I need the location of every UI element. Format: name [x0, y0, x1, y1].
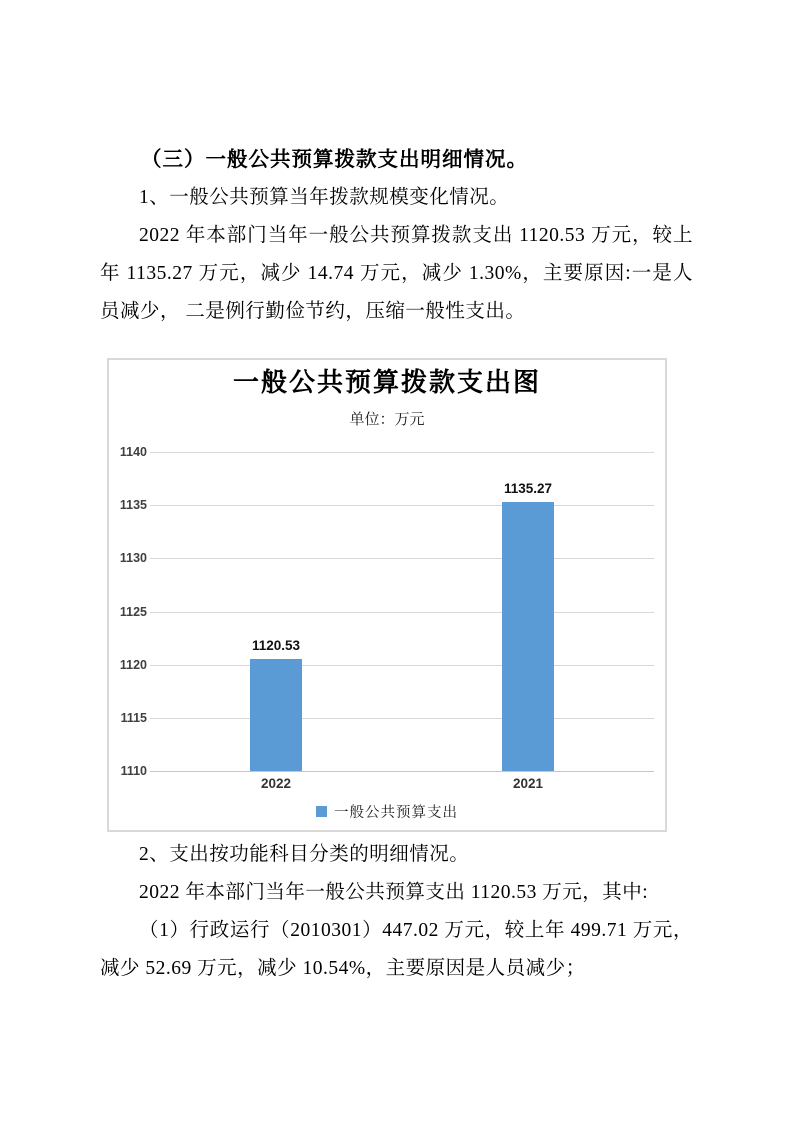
- paragraph-funding-change: 2022 年本部门当年一般公共预算拨款支出 1120.53 万元，较上年 1135.27 万元，减少 14.74 万元，减少 1.30%，主要原因:一是人员减少， 二是例行勤俭节约，压缩一般性支出。: [100, 225, 693, 322]
- gridline: [150, 452, 654, 453]
- chart-unit-label: 单位：万元: [349, 412, 425, 428]
- bar-value-label: 1135.27: [503, 481, 553, 497]
- chart-legend: [109, 801, 665, 822]
- y-axis-label: 1115: [120, 710, 147, 725]
- section-heading: （三）一般公共预算拨款支出明细情况。: [141, 149, 528, 171]
- paragraph-funding-scale-title: 1、一般公共预算当年拨款规模变化情况。: [139, 187, 510, 208]
- legend-swatch-icon: [316, 806, 327, 817]
- bar-value-label: 1120.53: [251, 638, 301, 654]
- gridline: [150, 718, 654, 719]
- gridline: [150, 505, 654, 506]
- gridline: [150, 558, 654, 559]
- y-axis-label: 1120: [119, 657, 147, 672]
- y-axis-label: 1135: [119, 498, 147, 513]
- x-axis: [150, 775, 654, 795]
- chart-title: 一般公共预算拨款支出图: [232, 368, 541, 397]
- plot-area: [150, 452, 654, 771]
- y-axis-label: 1125: [119, 604, 147, 619]
- gridline: [150, 612, 654, 613]
- y-axis-label: 1140: [119, 445, 147, 459]
- bar-2022: [250, 659, 302, 771]
- paragraph-function-category-title: 2、支出按功能科目分类的明细情况。: [139, 844, 470, 865]
- paragraph-admin-operation: （1）行政运行（2010301）447.02 万元，较上年 499.71 万元，减少 52.69 万元，减少 10.54%，主要原因是人员减少；: [100, 920, 693, 979]
- x-axis-label: 2022: [260, 776, 292, 791]
- gridline: [150, 665, 654, 666]
- budget-expenditure-chart: [107, 358, 667, 832]
- y-axis-label: 1110: [120, 764, 147, 778]
- bar-2021: [502, 502, 554, 771]
- legend-label: 一般公共预算支出: [334, 805, 458, 821]
- paragraph-total-expenditure: 2022 年本部门当年一般公共预算支出 1120.53 万元，其中:: [139, 882, 649, 903]
- gridline: [150, 771, 654, 772]
- y-axis: [113, 445, 147, 778]
- x-axis-label: 2021: [512, 776, 544, 791]
- y-axis-label: 1130: [119, 551, 147, 566]
